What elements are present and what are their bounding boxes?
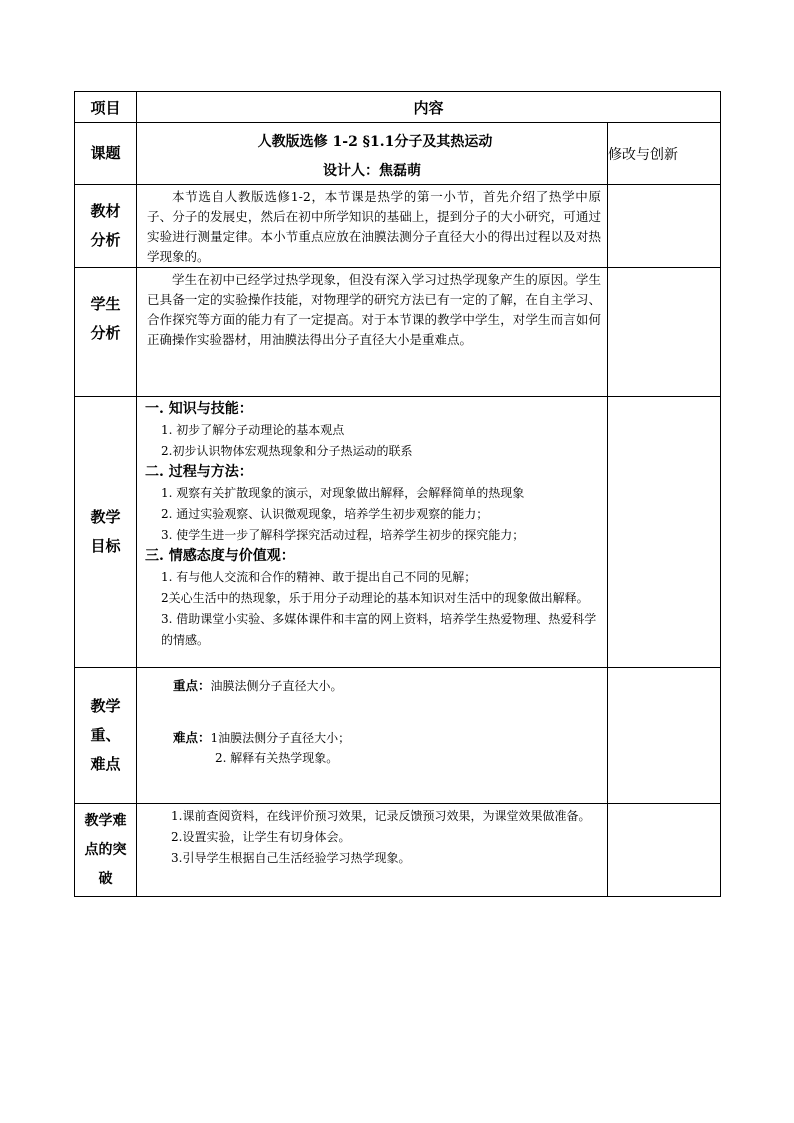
breakthrough-label-line3: 破 (98, 870, 113, 887)
student-analysis-text: 学生在初中已经学过热学现象，但没有深入学习过热学现象产生的原因。学生已具备一定的实验操作技能，对物理学的研究方法已有一定的了解，在自主学习、合作探究等方面的能力有了一定提高。对于本节课的教学中学生，对学生而言如何正确操作实验器材，用油膜法得出分子直径大小是重难点。 (147, 272, 601, 347)
student-analysis-cell (137, 268, 608, 397)
student-label-line1: 学生 (90, 295, 121, 313)
material-analysis-label (75, 185, 137, 268)
material-analysis-row (75, 185, 721, 268)
key-points-label (75, 668, 137, 804)
header-row (75, 92, 721, 123)
header-item: 项目 (90, 98, 121, 117)
objective-item: 3. 使学生进一步了解科学探究活动过程，培养学生初步的探究能力； (161, 528, 525, 542)
title-label: 课题 (90, 144, 121, 162)
key-label-line1: 教学 (90, 697, 121, 715)
objectives-label-line1: 教学 (90, 508, 121, 526)
objective-item: 2关心生活中的热现象，乐于用分子动理论的基本知识对生活中的现象做出解释。 (161, 591, 589, 605)
objectives-revision-cell (608, 397, 721, 668)
material-label-line1: 教材 (90, 202, 121, 220)
breakthrough-item: 2.设置实验，让学生有切身体会。 (171, 830, 351, 844)
objective-heading-process: 二. 过程与方法： (145, 464, 253, 480)
difficulty-line (173, 728, 601, 748)
key-points-revision-cell (608, 668, 721, 804)
key-label-line3: 难点 (90, 755, 121, 773)
breakthrough-revision-cell (608, 804, 721, 897)
material-analysis-text: 本节选自人教版选修1-2，本节课是热学的第一小节，首先介绍了热学中原子、分子的发展史，然后在初中所学知识的基础上，提到分子的大小研究，可通过实验进行测量定律。本小节重点应放在油膜法测分子直径大小的得出过程以及对热学现象的。 (147, 189, 601, 264)
focus-line (173, 676, 601, 696)
breakthrough-label-line1: 教学难 (84, 812, 127, 829)
key-points-cell (137, 668, 608, 804)
title-label-cell (75, 123, 137, 185)
material-revision-cell (608, 185, 721, 268)
student-analysis-row (75, 268, 721, 397)
breakthrough-item: 1.课前查阅资料，在线评价预习效果，记录反馈预习效果，为课堂效果做准备。 (171, 809, 591, 823)
title-content-cell (137, 123, 608, 185)
objectives-label-line2: 目标 (90, 537, 121, 555)
objective-heading-knowledge: 一. 知识与技能： (145, 401, 253, 417)
objectives-row (75, 397, 721, 668)
objective-item: 2.初步认识物体宏观热现象和分子热运动的联系 (161, 444, 413, 458)
focus-label: 重点： (173, 678, 211, 693)
breakthrough-row (75, 804, 721, 897)
difficulty-item-1: 1油膜法侧分子直径大小； (210, 731, 351, 745)
objective-item: 1. 观察有关扩散现象的演示，对现象做出解释，会解释简单的热现象 (161, 486, 525, 500)
difficulty-label: 难点： (173, 730, 211, 745)
revision-header-cell (608, 123, 721, 185)
lesson-plan-table (74, 91, 721, 897)
student-revision-cell (608, 268, 721, 397)
objectives-label (75, 397, 137, 668)
key-points-row (75, 668, 721, 804)
title-row (75, 123, 721, 185)
student-label-line2: 分析 (90, 324, 121, 342)
difficulty-item-2: 2. 解释有关热学现象。 (215, 751, 339, 765)
material-label-line2: 分析 (90, 231, 121, 249)
material-analysis-cell (137, 185, 608, 268)
header-content-cell (137, 92, 721, 123)
revision-header: 修改与创新 (608, 146, 678, 163)
breakthrough-cell (137, 804, 608, 897)
key-label-line2: 重、 (90, 726, 121, 744)
header-item-cell (75, 92, 137, 123)
lesson-title: 人教版选修 1-2 §1.1分子及其热运动 (257, 134, 493, 150)
objective-item: 2. 通过实验观察、认识微观现象，培养学生初步观察的能力； (161, 507, 489, 521)
objective-item: 1. 有与他人交流和合作的精神、敢于提出自己不同的见解； (161, 570, 477, 584)
objectives-cell (137, 397, 608, 668)
objective-heading-attitude: 三. 情感态度与价值观： (145, 548, 295, 564)
breakthrough-item: 3.引导学生根据自己生活经验学习热学现象。 (171, 851, 411, 865)
header-content: 内容 (413, 98, 444, 117)
objective-item: 1. 初步了解分子动理论的基本观点 (161, 423, 345, 437)
student-analysis-label (75, 268, 137, 397)
breakthrough-label (75, 804, 137, 897)
focus-text: 油膜法侧分子直径大小。 (210, 679, 343, 693)
designer: 设计人：焦磊萌 (323, 163, 421, 179)
breakthrough-label-line2: 点的突 (84, 841, 127, 858)
objective-item: 3. 借助课堂小实验、多媒体课件和丰富的网上资料，培养学生热爱物理、热爱科学的情感。 (161, 612, 597, 647)
